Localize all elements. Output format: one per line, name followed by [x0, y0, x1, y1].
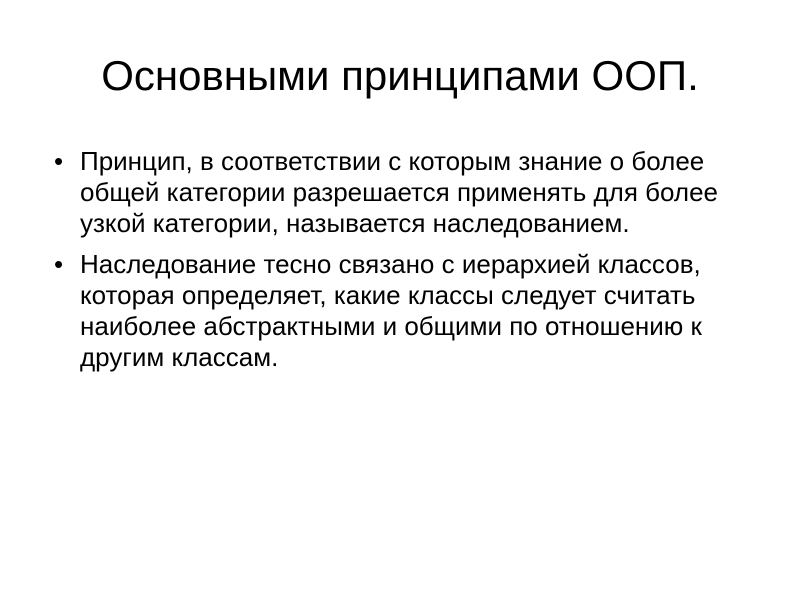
list-item	[48, 249, 748, 373]
bullet-list	[48, 146, 748, 383]
list-item	[48, 146, 748, 239]
bullet-marker: •	[54, 146, 64, 176]
bullet-text: Наследование тесно связано с иерархией классов, которая определяет, какие классы следует считать наиболее абстрактными и общими по отношению к другим классам.	[80, 249, 702, 372]
slide-title: Основными принципами ООП.	[101, 52, 699, 99]
bullet-marker: •	[54, 249, 64, 279]
bullet-text: Принцип, в соответствии с которым знание о более общей категории разрешается применять для более узкой категории, называется наследованием.	[80, 146, 719, 238]
